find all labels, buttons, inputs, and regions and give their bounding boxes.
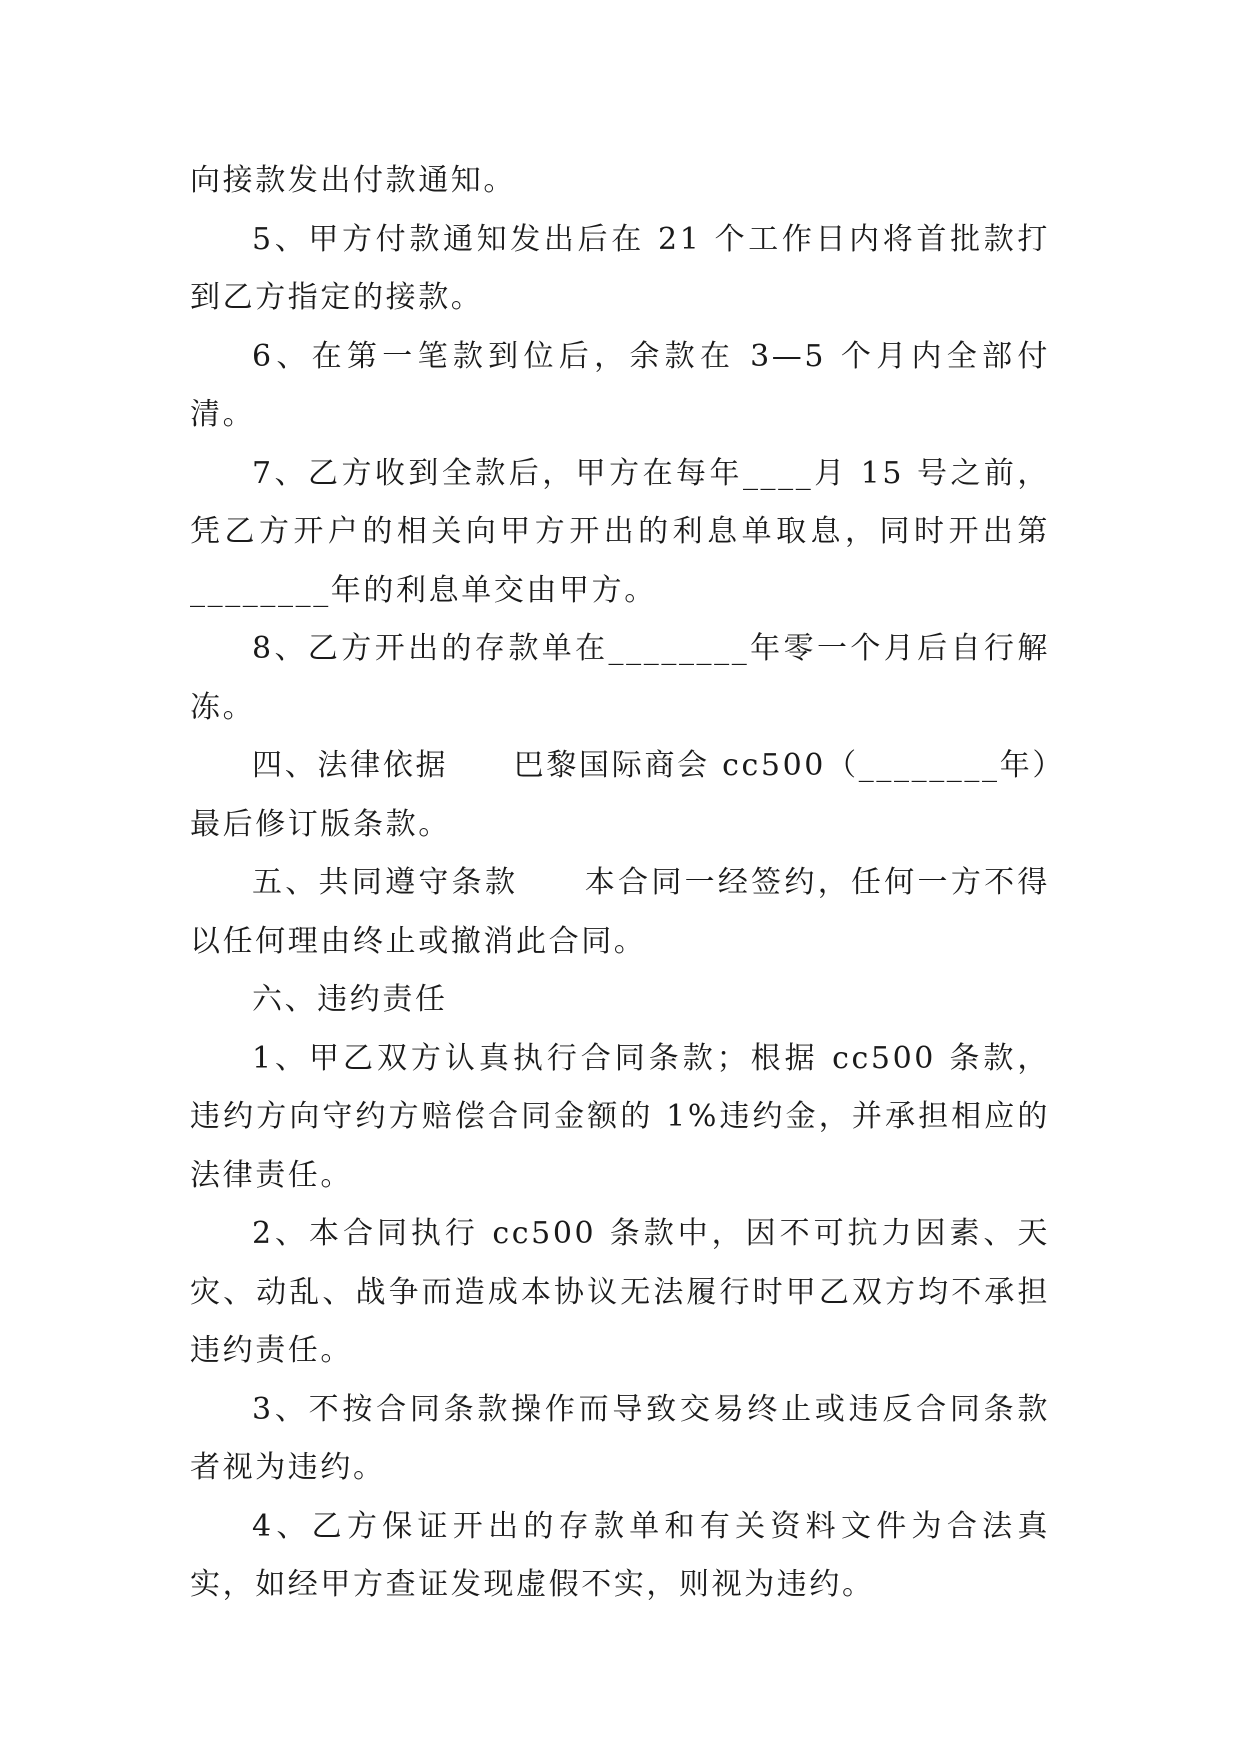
document-body xyxy=(190,152,1050,1615)
paragraph-clause-5: 5、甲方付款通知发出后在 21 个工作日内将首批款打到乙方指定的接款。 xyxy=(190,221,1050,315)
paragraph-breach-3: 3、不按合同条款操作而导致交易终止或违反合同条款者视为违约。 xyxy=(190,1391,1050,1485)
section-common-compliance: 五、共同遵守条款 本合同一经签约，任何一方不得以任何理由终止或撤消此合同。 xyxy=(190,865,1050,959)
paragraph-clause-7: 7、乙方收到全款后，甲方在每年____月 15 号之前，凭乙方开户的相关向甲方开出的利息单取息，同时开出第________年的利息单交由甲方。 xyxy=(190,455,1050,608)
paragraph-clause-6: 6、在第一笔款到位后，余款在 3—5 个月内全部付清。 xyxy=(190,338,1050,432)
paragraph-breach-1: 1、甲乙双方认真执行合同条款；根据 cc500 条款，违约方向守约方赔偿合同金额的 1%违约金，并承担相应的法律责任。 xyxy=(190,1040,1050,1193)
section-legal-basis: 四、法律依据 巴黎国际商会 cc500（________年）最后修订版条款。 xyxy=(190,748,1050,842)
paragraph-clause-8: 8、乙方开出的存款单在________年零一个月后自行解冻。 xyxy=(190,631,1050,725)
section-heading-breach: 六、违约责任 xyxy=(252,982,448,1017)
paragraph-breach-4: 4、乙方保证开出的存款单和有关资料文件为合法真实，如经甲方查证发现虚假不实，则视为违约。 xyxy=(190,1508,1050,1602)
paragraph: 向接款发出付款通知。 xyxy=(190,163,516,198)
paragraph-breach-2: 2、本合同执行 cc500 条款中，因不可抗力因素、天灾、动乱、战争而造成本协议无法履行时甲乙双方均不承担违约责任。 xyxy=(190,1216,1050,1368)
